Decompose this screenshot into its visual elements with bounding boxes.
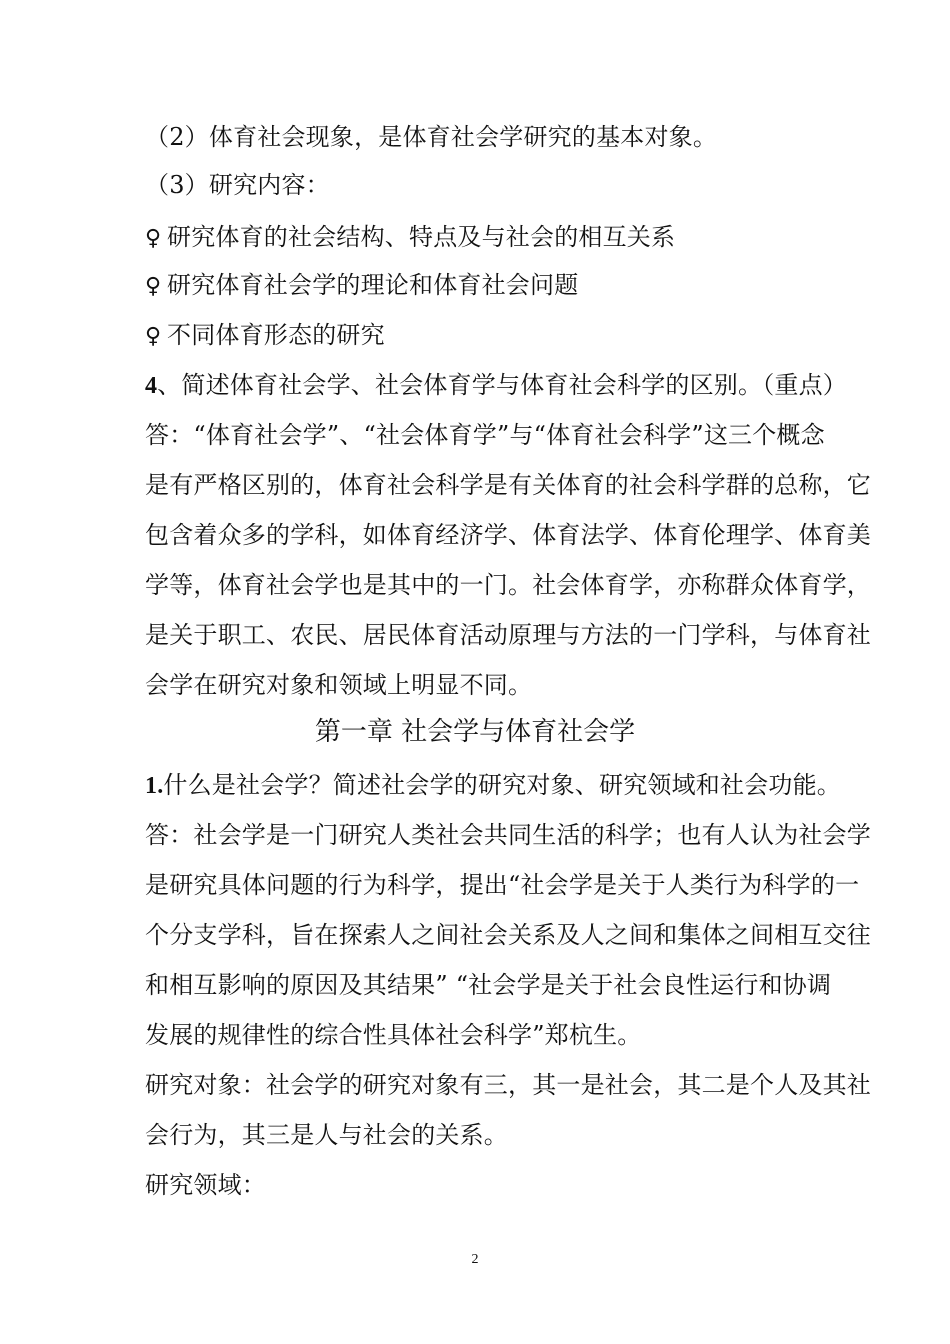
answer-line: 是研究具体问题的行为科学，提出“社会学是关于人类行为科学的一 (145, 871, 860, 899)
bullet-text: 不同体育形态的研究 (167, 321, 385, 349)
answer-line: 研究对象：社会学的研究对象有三，其一是社会，其二是个人及其社 (145, 1071, 871, 1099)
paragraph-line: （3）研究内容： (145, 171, 330, 199)
female-sign-icon: ♀ (145, 324, 162, 349)
answer-line: 答：“体育社会学”、“社会体育学”与“体育社会科学”这三个概念 (145, 421, 825, 449)
question-number: 1. (145, 773, 164, 799)
answer-line: 是关于职工、农民、居民体育活动原理与方法的一门学科，与体育社 (145, 621, 871, 649)
question-heading (145, 371, 848, 400)
bullet-item (145, 271, 815, 301)
question-text: 什么是社会学？简述社会学的研究对象、研究领域和社会功能。 (163, 771, 842, 799)
bullet-item (145, 321, 815, 351)
page-number: 2 (471, 1252, 479, 1267)
bullet-item (145, 223, 815, 253)
question-heading (145, 771, 842, 800)
answer-line: 和相互影响的原因及其结果” “社会学是关于社会良性运行和协调 (145, 971, 832, 999)
female-sign-icon: ♀ (145, 274, 162, 299)
answer-line: 会行为，其三是人与社会的关系。 (145, 1121, 508, 1149)
paragraph-line: （2）体育社会现象，是体育社会学研究的基本对象。 (145, 123, 718, 151)
answer-line: 个分支学科，旨在探索人之间社会关系及人之间和集体之间相互交往 (145, 921, 871, 949)
answer-line: 包含着众多的学科，如体育经济学、体育法学、体育伦理学、体育美 (145, 521, 871, 549)
bullet-text: 研究体育社会学的理论和体育社会问题 (167, 271, 579, 299)
chapter-title: 第一章 社会学与体育社会学 (314, 717, 636, 747)
question-text: 、简述体育社会学、社会体育学与体育社会科学的区别。（重点） (157, 371, 848, 399)
answer-line: 发展的规律性的综合性具体社会科学”郑杭生。 (145, 1021, 642, 1049)
question-number: 4 (145, 373, 158, 399)
answer-line: 会学在研究对象和领域上明显不同。 (145, 671, 533, 699)
answer-line: 是有严格区别的，体育社会科学是有关体育的社会科学群的总称，它 (145, 471, 871, 499)
answer-line: 答：社会学是一门研究人类社会共同生活的科学；也有人认为社会学 (145, 821, 871, 849)
female-sign-icon: ♀ (145, 226, 162, 251)
answer-line: 学等，体育社会学也是其中的一门。社会体育学，亦称群众体育学， (145, 571, 871, 599)
answer-line: 研究领域： (145, 1171, 266, 1199)
bullet-text: 研究体育的社会结构、特点及与社会的相互关系 (167, 223, 676, 251)
